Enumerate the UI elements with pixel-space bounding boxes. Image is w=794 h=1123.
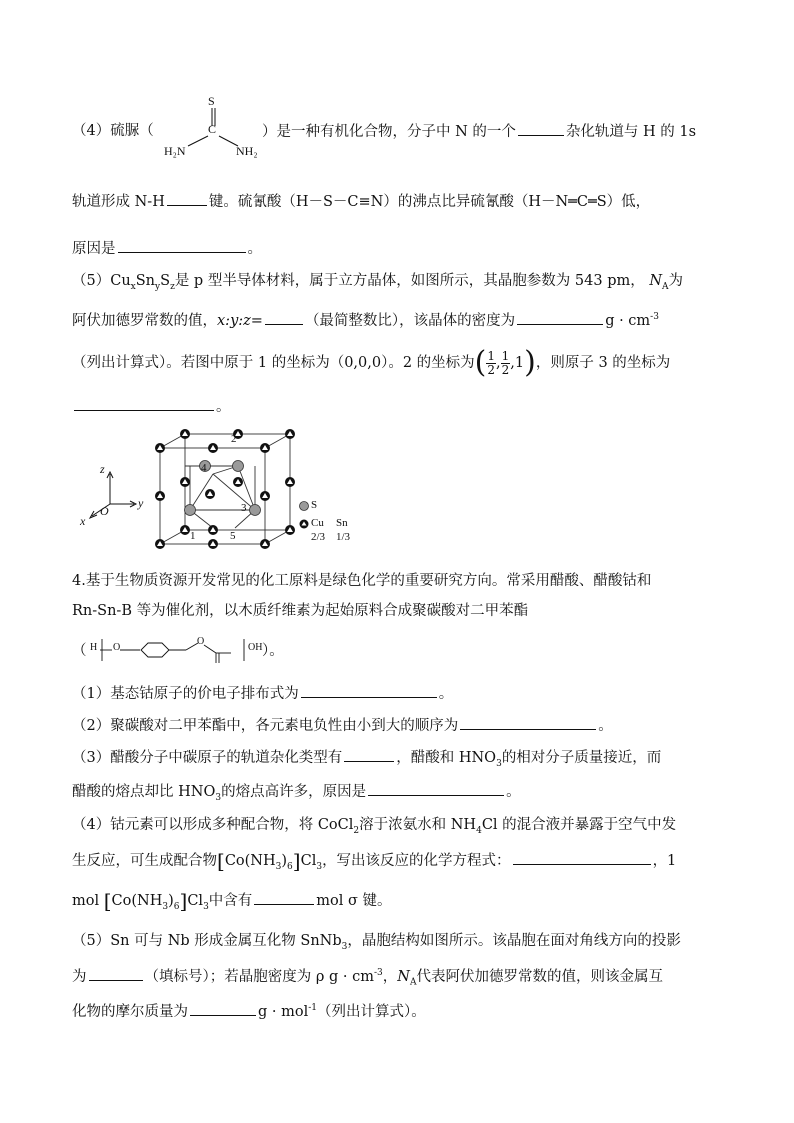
answer-blank[interactable] <box>344 747 394 762</box>
answer-blank[interactable] <box>167 191 207 206</box>
q4-p2: （2）聚碳酸对二甲苯酯中，各元素电负性由小到大的顺序为 。 <box>72 715 613 736</box>
answer-blank[interactable] <box>517 310 603 325</box>
axis-z: z <box>100 462 105 476</box>
q4-p3-l1: （3）醋酸分子中碳原子的轨道杂化类型有 ，醋酸和 $HNO_3$的相对分子质量接近，而 <box>72 747 661 774</box>
answer-blank[interactable] <box>301 683 437 698</box>
axis-x: x <box>80 514 86 528</box>
atom-label-2: 2 <box>231 433 237 445</box>
thiourea-nh2: NH₂ <box>236 144 258 158</box>
q5-line1: $(5)Cu_xSn_yS_z$是 p 型半导体材料，属于立方晶体，如图所示，其晶胞参数为 543 pm， $N_A$为 <box>72 273 684 292</box>
legend-s-label: S <box>311 499 318 511</box>
q4-line2: 轨道形成 N-H 键。硫氰酸（H－S－C≡N）的沸点比异硫氰酸（H－N═C═S）低， <box>72 191 650 212</box>
answer-blank[interactable] <box>518 121 564 136</box>
answer-blank[interactable] <box>74 396 214 411</box>
q4-line1-cont: ）是一种有机化合物，分子中 N 的一个 杂化轨道与 H 的 1s <box>262 121 696 142</box>
q4-line3: 原因是 。 <box>72 238 262 259</box>
thiourea-s: S <box>208 94 215 108</box>
s-atoms <box>185 461 261 516</box>
thiourea-h2n: H₂N <box>164 144 186 158</box>
cube-edges <box>160 434 290 544</box>
q4-p5-l1: （5）Sn 可与 Nb 形成金属互化物 SnNb$_3$，晶胞结构如图所示。该晶胞在面对角线方向的投影 <box>72 933 681 952</box>
legend-sn-label: Sn <box>336 517 348 529</box>
answer-blank[interactable] <box>118 238 246 253</box>
answer-blank[interactable] <box>190 1001 256 1016</box>
q4-p4-l1: （4）钴元素可以形成多种配合物，将 CoCl$_2$溶于浓氨水和 $NH_4Cl$ 的混合液并暴露于空气中发 <box>72 817 677 836</box>
axis-o: O <box>100 504 109 518</box>
atom-label-5: 5 <box>230 530 236 542</box>
q4-p4-l2: 生反应，可生成配合物$[Co(NH_3)_6]Cl_3$，写出该反应的化学方程式： ，1 <box>72 849 677 873</box>
q4-intro-2: Rn-Sn-B 等为催化剂，以木质纤维素为起始原料合成聚碳酸对二甲苯酯 <box>72 603 529 619</box>
q4-p5-l3: 化物的摩尔质量为 g · mol$^{-1}$（列出计算式）。 <box>72 998 426 1022</box>
axis-y: y <box>138 496 144 510</box>
q5-line3: （列出计算式）。若图中原于 1 的坐标为（0,0,0）。2 的坐标为( $\frac{1}{2}$ , $\frac{1}{2}$ ,1)，则原子 3 的坐标为 <box>72 345 671 380</box>
q4-p3-l2: 醋酸的熔点却比 $HNO_3$的熔点高许多，原因是 。 <box>72 781 521 808</box>
cu-sn-atoms <box>155 429 295 549</box>
polymer-h: H <box>90 642 98 653</box>
legend-cu-frac: 2/3 <box>311 531 326 543</box>
answer-blank[interactable] <box>513 850 651 865</box>
q4-line1: （4）硫脲（ <box>72 123 154 139</box>
thiourea-c: C <box>208 122 217 136</box>
q5-line4: 。 <box>72 396 231 417</box>
q4-p5-l2: 为 （填标号）；若晶胞密度为 ρ $g \cdot cm^{-3}$，$N_A$代表阿伏加德罗常数的值，则该金属互 <box>72 963 663 993</box>
polymer-oh: OH <box>248 642 263 653</box>
q4-p4-l3: mol $[Co(NH_3)_6]Cl_3$中含有 mol σ 键。 <box>72 889 392 913</box>
answer-blank[interactable] <box>368 781 504 796</box>
atom-label-3: 3 <box>241 502 247 514</box>
q5-line2: 阿伏加德罗常数的值，x:y:z= （最简整数比），该晶体的密度为 $g \cdot cm^{-3}$ <box>72 307 659 331</box>
q4-p1: （1）基态钴原子的价电子排布式为 。 <box>72 683 453 704</box>
polymer-line: （ <box>72 643 87 659</box>
axes <box>90 472 136 518</box>
polymer-end: ）。 <box>262 643 284 659</box>
answer-blank[interactable] <box>254 890 314 905</box>
legend-cu-dot <box>300 520 309 529</box>
polymer-o2: O <box>197 636 205 647</box>
atom-label-1: 1 <box>190 530 196 542</box>
legend-cu-label: Cu <box>311 517 324 529</box>
answer-blank[interactable] <box>460 715 596 730</box>
answer-blank[interactable] <box>89 966 143 981</box>
answer-blank[interactable] <box>265 310 303 325</box>
polymer-o: O <box>113 642 121 653</box>
atom-label-4: 4 <box>201 462 207 474</box>
q4-intro-1: 4.基于生物质资源开发常见的化工原料是绿色化学的重要研究方向。常采用醋酸、醋酸钴和 <box>72 573 652 589</box>
legend-sn-frac: 1/3 <box>336 531 351 543</box>
legend-s-dot <box>300 502 309 511</box>
